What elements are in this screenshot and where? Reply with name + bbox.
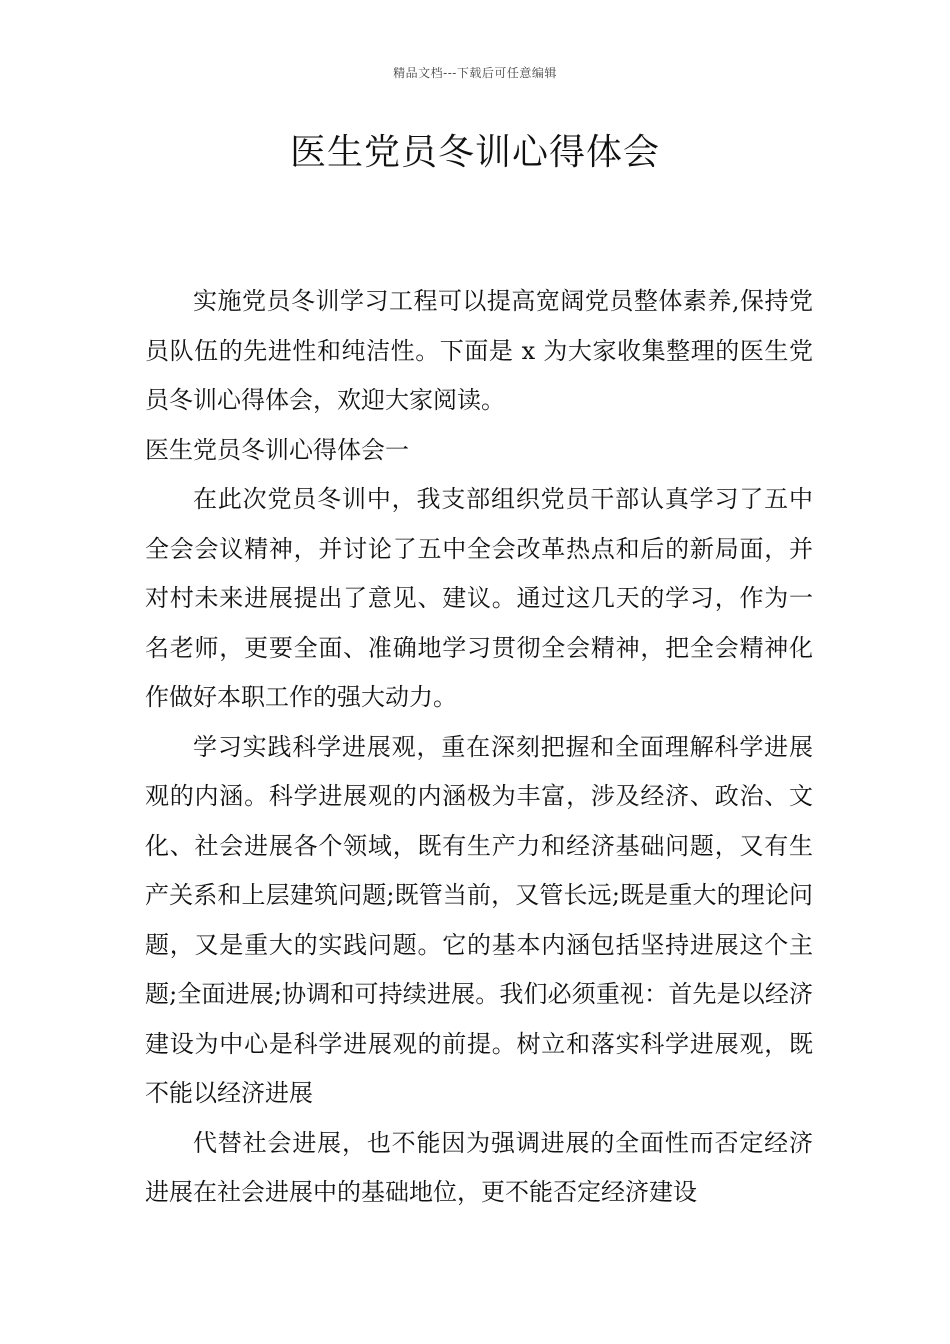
paragraph: 学习实践科学进展观，重在深刻把握和全面理解科学进展观的内涵。科学进展观的内涵极为丰富，涉及经济、政治、文化、社会进展各个领域，既有生产力和经济基础问题，又有生产关系和上层建筑问题;既管当前，又管长远;既是重大的理论问题，又是重大的实践问题。它的基本内涵包括坚持进展这个主题;全面进展;协调和可持续进展。我们必须重视：首先是以经济建设为中心是科学进展观的前提。树立和落实科学进展观，既不能以经济进展 <box>145 732 813 1107</box>
paragraph: 在此次党员冬训中，我支部组织党员干部认真学习了五中全会会议精神，并讨论了五中全会改革热点和后的新局面，并对村未来进展提出了意见、建议。通过这几天的学习，作为一名老师，更要全面、准确地学习贯彻全会精神，把全会精神化作做好本职工作的强大动力。 <box>145 485 813 711</box>
paragraph: 代替社会进展，也不能因为强调进展的全面性而否定经济进展在社会进展中的基础地位，更不能否定经济建设 <box>145 1128 813 1206</box>
header-note: 精品文档---下载后可任意编辑 <box>393 66 557 80</box>
document-body <box>145 277 813 1218</box>
paragraph-intro: 实施党员冬训学习工程可以提高宽阔党员整体素养,保持党员队伍的先进性和纯洁性。下面是 x 为大家收集整理的医生党员冬训心得体会，欢迎大家阅读。 <box>145 287 813 414</box>
section-heading: 医生党员冬训心得体会一 <box>145 435 409 464</box>
document-title: 医生党员冬训心得体会 <box>289 132 660 173</box>
